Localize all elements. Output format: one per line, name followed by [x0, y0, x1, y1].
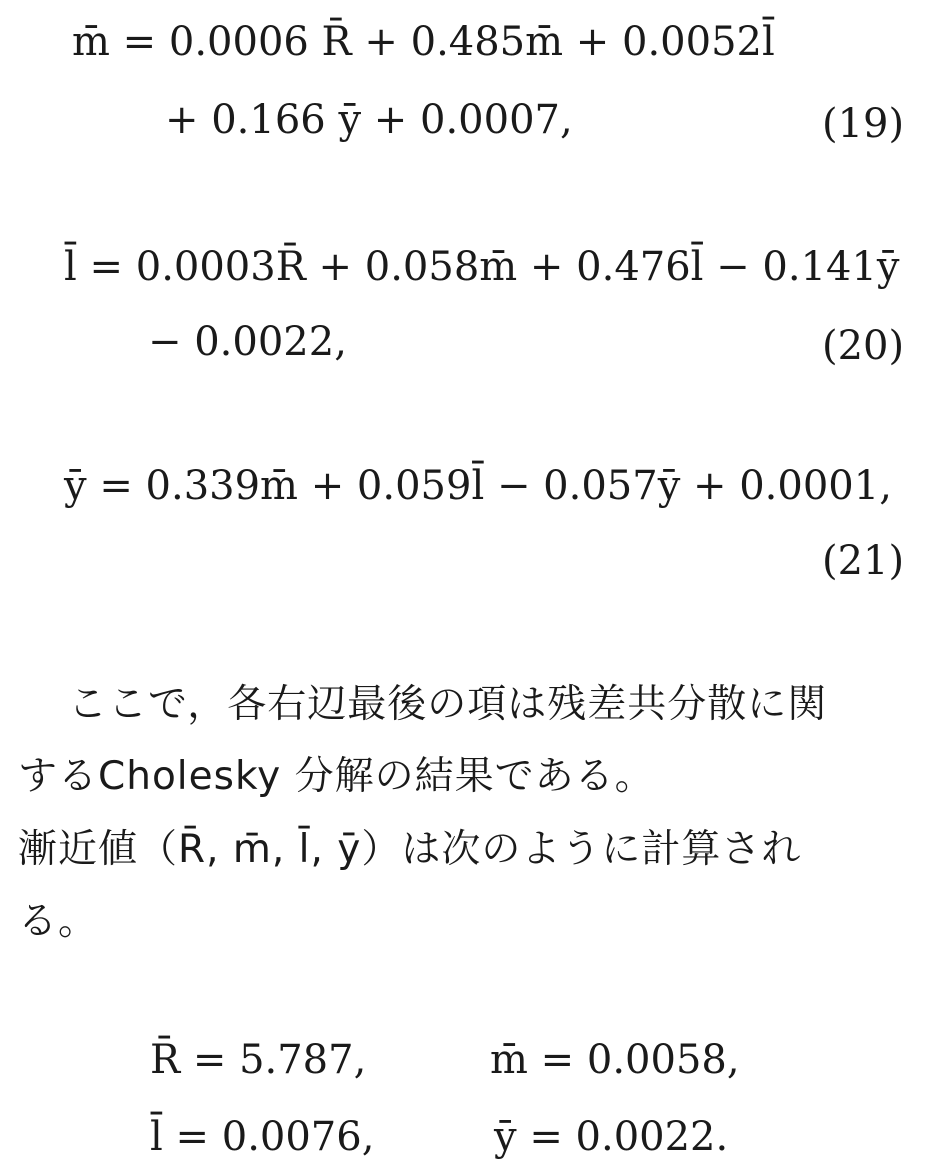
equation-20-number: (20) [822, 323, 905, 369]
equation-21-line-1: ȳ = 0.339m̄ + 0.059l̄ − 0.057ȳ + 0.0001, [64, 463, 892, 509]
value-m: m̄ = 0.0058, [490, 1037, 740, 1083]
paragraph-line-3: 漸近値（R̄, m̄, l̄, ȳ）は次のように計算され [18, 827, 802, 872]
paragraph-line-2: するCholesky 分解の結果である。 [18, 754, 655, 799]
paragraph-line-1: ここで，各右辺最後の項は残差共分散に関 [68, 682, 828, 727]
value-R: R̄ = 5.787, [150, 1037, 367, 1083]
equation-20-line-1: l̄ = 0.0003R̄ + 0.058m̄ + 0.476l̄ − 0.141ȳ [64, 244, 900, 290]
equation-21-number: (21) [822, 538, 905, 584]
equation-19-line-1: m̄ = 0.0006 R̄ + 0.485m̄ + 0.0052l̄ [72, 19, 775, 65]
paragraph-line-4: る。 [18, 899, 99, 944]
equation-19-number: (19) [822, 101, 905, 147]
equation-20-line-2: − 0.0022, [148, 319, 347, 365]
value-l: l̄ = 0.0076, [150, 1114, 375, 1160]
equation-19-line-2: + 0.166 ȳ + 0.0007, [165, 97, 573, 143]
value-y: ȳ = 0.0022. [494, 1114, 729, 1160]
